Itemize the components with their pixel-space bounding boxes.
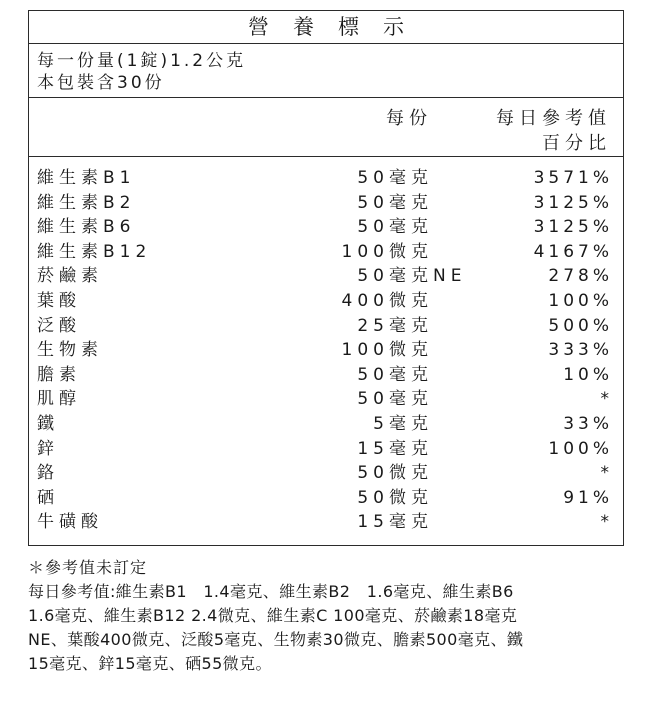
table-row — [29, 191, 623, 216]
nutrient-name: 菸鹼素 — [37, 266, 103, 287]
nutrient-daily-value: 4167% — [533, 241, 613, 262]
nutrient-daily-value: 333% — [548, 340, 613, 361]
nutrient-name: 鐵 — [37, 413, 59, 434]
table-row — [29, 412, 623, 437]
nutrient-daily-value: 500% — [548, 315, 613, 336]
column-header — [29, 98, 623, 157]
notes — [28, 556, 628, 676]
nutrient-amount: 100微克 — [341, 340, 433, 361]
table-row — [29, 363, 623, 388]
nutrient-daily-value: 100% — [548, 438, 613, 459]
nutrient-amount: 50微克 — [357, 463, 433, 484]
nutrient-daily-value: 3571% — [533, 168, 613, 188]
table-row — [29, 314, 623, 339]
nutrient-rows — [29, 157, 623, 535]
nutrient-name: 膽素 — [37, 364, 81, 385]
nutrient-amount: 15毫克 — [357, 512, 433, 533]
nutrient-amount: 50毫克 — [357, 217, 433, 238]
nutrient-name: 牛磺酸 — [37, 512, 103, 533]
table-row — [29, 338, 623, 363]
nutrient-name: 維生素B6 — [37, 217, 136, 238]
nutrient-name: 鋅 — [37, 438, 59, 459]
nutrient-daily-value: 10% — [563, 364, 613, 385]
nutrient-amount: 25毫克 — [357, 315, 433, 336]
servings-per-package: 本包裝含30份 — [37, 73, 165, 93]
nutrient-daily-value: 33% — [563, 413, 613, 434]
table-row — [29, 264, 623, 289]
table-row — [29, 387, 623, 412]
daily-value-header-line1: 每日參考值 — [496, 108, 611, 129]
nutrient-name: 泛酸 — [37, 315, 81, 336]
nutrient-name: 生物素 — [37, 340, 103, 361]
table-row — [29, 461, 623, 486]
table-row — [29, 289, 623, 314]
nutrient-daily-value: 278% — [548, 266, 613, 287]
nutrient-name: 硒 — [37, 487, 59, 508]
daily-value-header-line2: 百分比 — [542, 133, 611, 154]
amount-suffix: NE — [433, 266, 467, 287]
nutrient-name: 維生素B2 — [37, 192, 136, 213]
nutrient-amount: 50毫克 — [357, 389, 433, 410]
table-row — [29, 166, 623, 191]
nutrient-daily-value: * — [600, 512, 613, 533]
nutrient-daily-value: 3125% — [533, 192, 613, 213]
nutrient-amount: 50毫克 NE — [357, 266, 467, 287]
nutrient-name: 鉻 — [37, 463, 59, 484]
label-title: 營養標示 — [29, 11, 623, 44]
serving-size: 每一份量(1錠)1.2公克 — [37, 51, 247, 71]
nutrient-name: 維生素B1 — [37, 168, 136, 188]
nutrient-daily-value: * — [600, 463, 613, 484]
nutrient-amount: 15毫克 — [357, 438, 433, 459]
per-serving-header: 每份 — [386, 108, 432, 129]
footnote: ＊參考值未訂定 — [28, 558, 148, 577]
nutrient-amount: 400微克 — [341, 290, 433, 311]
daily-reference-values: 每日參考值:維生素B1 1.4毫克、維生素B2 1.6毫克、維生素B6 1.6毫克、維生素B12 2.4微克、維生素C 100毫克、菸鹼素18毫克 NE、葉酸400微克、泛酸5毫克、生物素30微克、膽素500毫克、鐵 15毫克、鋅15毫克、硒55微克。 — [28, 582, 524, 673]
nutrient-name: 肌醇 — [37, 389, 81, 410]
nutrient-amount: 50微克 — [357, 487, 433, 508]
nutrition-label — [28, 10, 624, 546]
table-row — [29, 215, 623, 240]
nutrient-amount: 50毫克 — [357, 364, 433, 385]
nutrient-daily-value: * — [600, 389, 613, 410]
table-row — [29, 486, 623, 511]
table-row — [29, 437, 623, 462]
table-row — [29, 240, 623, 265]
serving-info — [29, 44, 623, 98]
nutrient-amount: 100微克 — [341, 241, 433, 262]
nutrient-amount: 50毫克 — [357, 192, 433, 213]
nutrient-daily-value: 91% — [563, 487, 613, 508]
nutrient-name: 葉酸 — [37, 290, 81, 311]
nutrient-amount: 50毫克 — [357, 168, 433, 188]
table-row — [29, 510, 623, 535]
nutrient-amount: 5毫克 — [373, 413, 433, 434]
nutrient-daily-value: 100% — [548, 290, 613, 311]
nutrient-name: 維生素B12 — [37, 241, 152, 262]
nutrient-daily-value: 3125% — [533, 217, 613, 238]
